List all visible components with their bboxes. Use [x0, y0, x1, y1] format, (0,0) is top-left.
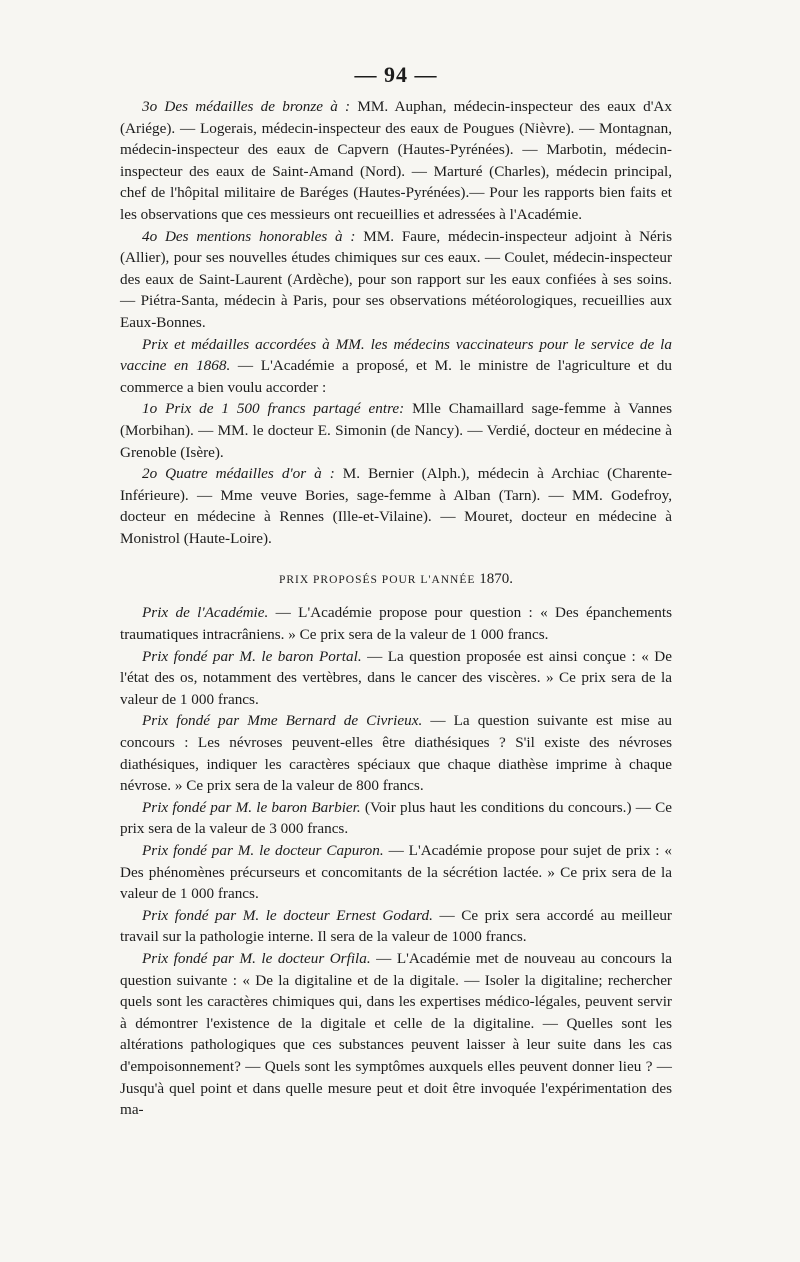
- paragraph-text: — L'Académie met de nouveau au concours la question suivante : « De la digitaline et de la digitale. — Isoler la digitaline; rechercher quels sont les caractères chimiques qui, dans les expertises médico-légales, peuvent servir à démontrer l'existence de la digitale et celle de la digitaline. — Quelles sont les altérations pathologiques que ces substances peuvent laisser à leur suite dans les cas d'empoisonnement? — Quels sont les symptômes auxquels elles peuvent donner lieu ? — Jusqu'à quel point et dans quelle mesure peut et doit être invoquée l'expérimentation des ma-: [120, 949, 672, 1119]
- paragraph-text: — La question suivante est mise au concours : Les névroses peuvent-elles être diathésiques ? S'il existe des névroses diathésiques, indiquer les caractères spéciaux que chaque diathèse imprime à chaque névrose. » Ce prix sera de la valeur de 800 francs.: [120, 712, 672, 795]
- paragraph-lead: 2o Quatre médailles d'or à :: [142, 465, 343, 483]
- paragraph-civrieux-prize: [120, 710, 672, 796]
- paragraph-academy-prize: [120, 602, 672, 645]
- paragraph-lead: Prix fondé par M. le baron Portal.: [142, 647, 368, 665]
- paragraph-text: MM. Auphan, médecin-inspecteur des eaux d'Ax (Ariége). — Logerais, médecin-inspecteur des eaux de Pougues (Nièvre). — Montagnan, médecin-inspecteur des eaux de Capvern (Hautes-Pyrénées). — Marbotin, médecin-inspecteur des eaux de Saint-Amand (Nord). — Marturé (Charles), médecin principal, chef de l'hôpital militaire de Baréges (Hautes-Pyrénées).— Pour les rapports bien faits et les observations que ces messieurs ont recueillies et adressées à l'Académie.: [120, 98, 672, 223]
- paragraph-text: — L'Académie propose pour sujet de prix : « Des phénomènes précurseurs et concomitants de la sécrétion lactée. » Ce prix sera de la valeur de 1 000 francs.: [120, 842, 672, 903]
- section-heading: [120, 571, 672, 588]
- paragraph-lead: 1o Prix de 1 500 francs partagé entre:: [142, 400, 413, 418]
- paragraph-lead: Prix de l'Académie.: [142, 604, 276, 622]
- paragraph-lead: Prix fondé par M. le docteur Capuron.: [142, 842, 389, 859]
- paragraph-lead: Prix fondé par Mme Bernard de Civrieux.: [142, 712, 431, 730]
- paragraph-portal-prize: [120, 646, 672, 711]
- awards-section: [120, 96, 672, 549]
- paragraph-lead: 3o Des médailles de bronze à :: [142, 98, 358, 115]
- paragraph-orfila-prize: [120, 948, 672, 1121]
- paragraph-capuron-prize: [120, 840, 672, 905]
- paragraph-text: — L'Académie propose pour question : « Des épanchements traumatiques intracrâniens. » Ce prix sera de la valeur de 1 000 francs.: [120, 604, 672, 644]
- paragraph-text: — La question proposée est ainsi conçue : « De l'état des os, notamment des vertèbres, dans le cancer des viscères. » Ce prix sera de la valeur de 1 000 francs.: [120, 647, 672, 708]
- paragraph-lead: 4o Des mentions honorables à :: [142, 227, 364, 245]
- paragraph-text: — L'Académie a proposé, et M. le ministre de l'agriculture et du commerce a bien voulu accorder :: [120, 357, 672, 396]
- paragraph-bronze-medals: [120, 96, 672, 226]
- paragraph-lead: Prix et médailles accordées à MM. les médecins vaccinateurs pour le service de la vaccine en 1868.: [120, 335, 672, 375]
- paragraph-lead: Prix fondé par M. le baron Barbier.: [142, 798, 365, 816]
- paragraph-honorable-mentions: [120, 226, 672, 334]
- paragraph-first-prize: [120, 398, 672, 463]
- paragraph-text: (Voir plus haut les conditions du concours.) — Ce prix sera de la valeur de 3 000 francs.: [120, 798, 672, 838]
- paragraph-lead: Prix fondé par M. le docteur Orfila.: [142, 949, 377, 967]
- paragraph-gold-medals: [120, 463, 672, 549]
- paragraph-text: Mlle Chamaillard sage-femme à Vannes (Morbihan). — MM. le docteur E. Simonin (de Nancy). — Verdié, docteur en médecine à Grenoble (Isère).: [120, 400, 672, 461]
- paragraph-lead: Prix fondé par M. le docteur Ernest Godard.: [142, 906, 440, 924]
- paragraph-text: MM. Faure, médecin-inspecteur adjoint à Néris (Allier), pour ses nouvelles études chimiques sur ces eaux. — Coulet, médecin-inspecteur des eaux de Saint-Laurent (Ardèche), pour son rapport sur les eaux confiées à ses soins. — Piétra-Santa, médecin à Paris, pour ses observations météorologiques, recueillies aux Eaux-Bonnes.: [120, 227, 672, 331]
- page-number: — 94 —: [354, 62, 438, 87]
- paragraph-text: M. Bernier (Alph.), médecin à Archiac (Charente-Inférieure). — Mme veuve Bories, sage-femme à Alban (Tarn). — MM. Godefroy, docteur en médecine à Rennes (Ille-et-Vilaine). — Mouret, docteur en médecine à Monistrol (Haute-Loire).: [120, 465, 672, 547]
- paragraph-barbier-prize: [120, 797, 672, 840]
- paragraph-vaccine-prizes: [120, 334, 672, 399]
- paragraph-text: — Ce prix sera accordé au meilleur travail sur la pathologie interne. Il sera de la valeur de 1000 francs.: [120, 906, 672, 946]
- section-heading-text: PRIX PROPOSÉS POUR L'ANNÉE: [278, 574, 476, 587]
- section-heading-year: 1870.: [479, 571, 514, 588]
- paragraph-godard-prize: [120, 905, 672, 948]
- proposed-prizes-section: [120, 602, 672, 1120]
